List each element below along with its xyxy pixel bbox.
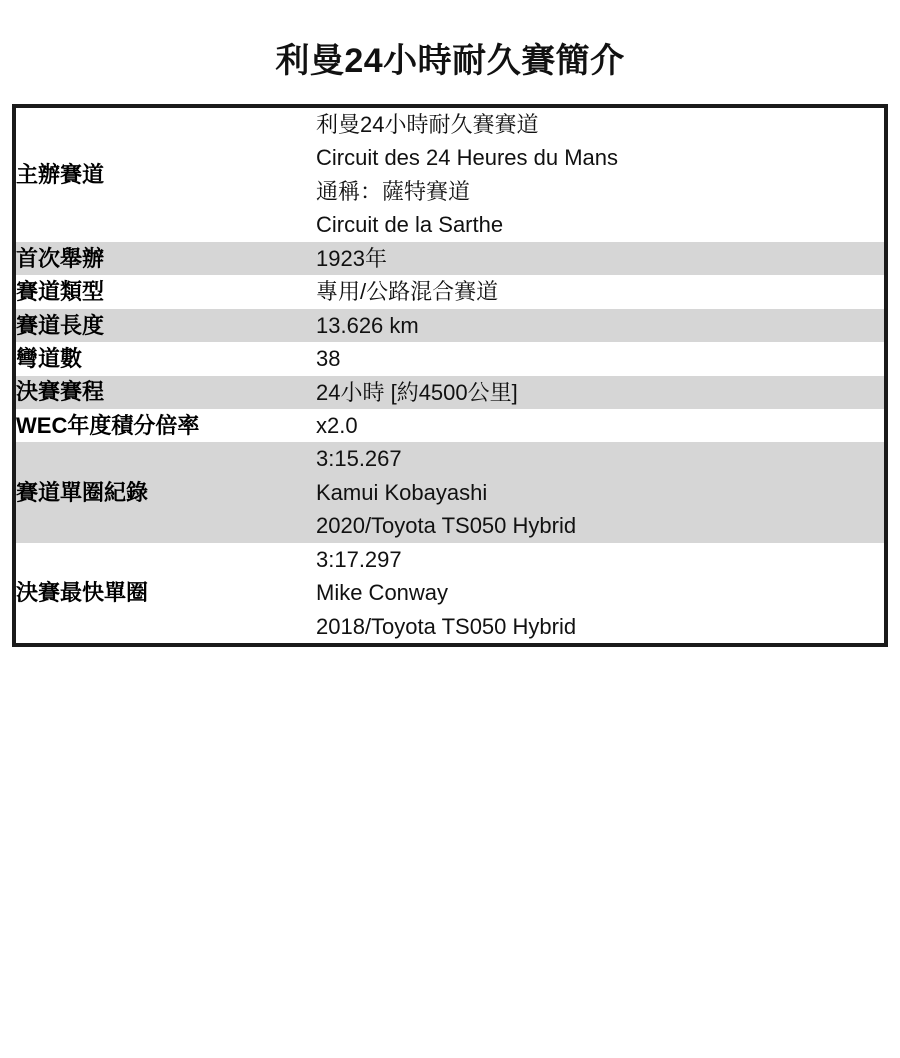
row-label: 彎道數 [16, 342, 316, 375]
value-line: Kamui Kobayashi [316, 479, 488, 505]
row-value [316, 242, 884, 275]
table-row [16, 108, 884, 242]
row-value [316, 376, 884, 409]
value-line: 通稱：薩特賽道 [316, 178, 471, 204]
row-label: 決賽最快單圈 [16, 543, 316, 643]
table-row [16, 275, 884, 308]
row-label: 首次舉辦 [16, 242, 316, 275]
row-label: 主辦賽道 [16, 108, 316, 242]
value-line: x2.0 [316, 412, 358, 438]
value-line: 1923年 [316, 245, 387, 271]
table-row [16, 442, 884, 542]
row-label: 賽道類型 [16, 275, 316, 308]
value-line: 3:15.267 [316, 446, 402, 472]
table-row [16, 342, 884, 375]
info-table-container [12, 104, 888, 647]
table-row [16, 409, 884, 442]
table-row [16, 543, 884, 643]
row-value [316, 409, 884, 442]
page-title: 利曼24小時耐久賽簡介 [275, 42, 625, 80]
value-line: 專用/公路混合賽道 [316, 279, 499, 305]
info-table [16, 108, 884, 643]
row-value [316, 543, 884, 643]
row-value [316, 309, 884, 342]
value-line: Circuit de la Sarthe [316, 212, 504, 238]
value-line: 2020/Toyota TS050 Hybrid [316, 513, 577, 539]
table-row [16, 376, 884, 409]
value-line: 2018/Toyota TS050 Hybrid [316, 613, 577, 639]
value-line: 24小時 [約4500公里] [316, 379, 518, 405]
row-value [316, 442, 884, 542]
row-value [316, 342, 884, 375]
row-label: 賽道長度 [16, 309, 316, 342]
info-table-body [16, 108, 884, 643]
table-row [16, 242, 884, 275]
row-value [316, 275, 884, 308]
row-value [316, 108, 884, 242]
table-row [16, 309, 884, 342]
row-label: WEC年度積分倍率 [16, 409, 316, 442]
row-label: 賽道單圈紀錄 [16, 442, 316, 542]
value-line: 13.626 km [316, 312, 419, 338]
value-line: 利曼24小時耐久賽賽道 [316, 112, 539, 137]
value-line: 38 [316, 346, 341, 372]
row-label: 決賽賽程 [16, 376, 316, 409]
value-line: Circuit des 24 Heures du Mans [316, 145, 619, 171]
value-line: 3:17.297 [316, 546, 402, 572]
value-line: Mike Conway [316, 580, 449, 606]
